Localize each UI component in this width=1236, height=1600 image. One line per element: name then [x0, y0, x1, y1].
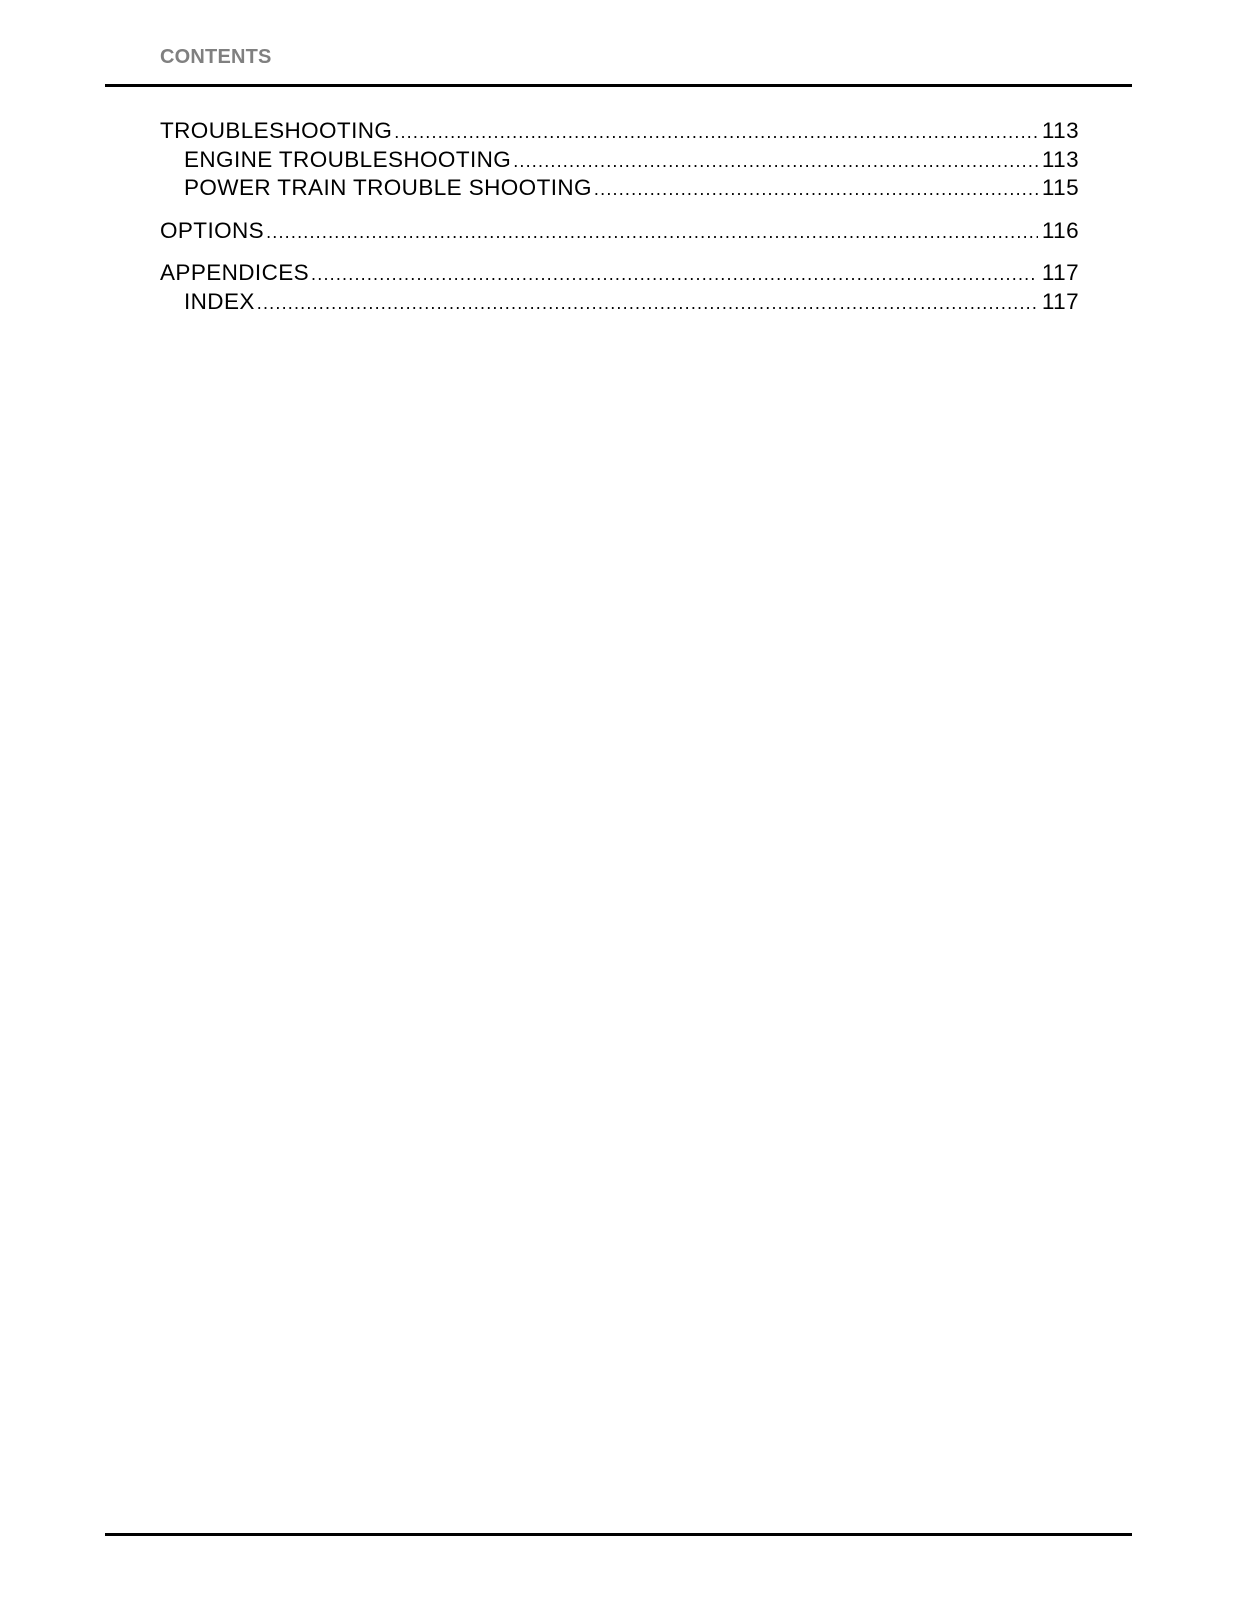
toc-dot-leader: [394, 118, 1038, 147]
toc-entry-label: TROUBLESHOOTING: [160, 118, 393, 143]
toc-entry-options[interactable]: [160, 217, 1079, 246]
toc-entry-label: INDEX: [184, 288, 255, 314]
toc-entry-troubleshooting[interactable]: [160, 117, 1079, 146]
toc-entry-engine-troubleshooting[interactable]: [160, 146, 1079, 175]
toc-entry-page: 117: [1041, 288, 1079, 314]
toc-dot-leader: [513, 147, 1038, 176]
toc-entry-index[interactable]: [160, 288, 1079, 317]
toc-entry-label: ENGINE TROUBLESHOOTING: [184, 146, 512, 172]
toc-dot-leader: [257, 289, 1038, 318]
toc-entry-page: 113: [1041, 146, 1079, 172]
toc-entry-label: POWER TRAIN TROUBLE SHOOTING: [184, 175, 592, 200]
toc-entry-page: 117: [1041, 260, 1079, 285]
toc-dot-leader: [594, 175, 1038, 204]
toc-entry-page: 116: [1041, 217, 1079, 243]
page-header-title: CONTENTS: [160, 46, 272, 68]
footer-rule: [105, 1533, 1132, 1536]
header-rule: [105, 84, 1132, 87]
toc-entry-label: APPENDICES: [160, 260, 310, 285]
toc-dot-leader: [266, 218, 1038, 247]
toc-dot-leader: [311, 260, 1038, 289]
toc-entry-page: 115: [1041, 175, 1079, 200]
toc-entry-appendices[interactable]: [160, 259, 1079, 288]
table-of-contents: [160, 117, 1079, 316]
toc-entry-page: 113: [1041, 118, 1079, 143]
toc-entry-label: OPTIONS: [160, 217, 265, 243]
toc-entry-power-train-trouble-shooting[interactable]: [160, 174, 1079, 203]
